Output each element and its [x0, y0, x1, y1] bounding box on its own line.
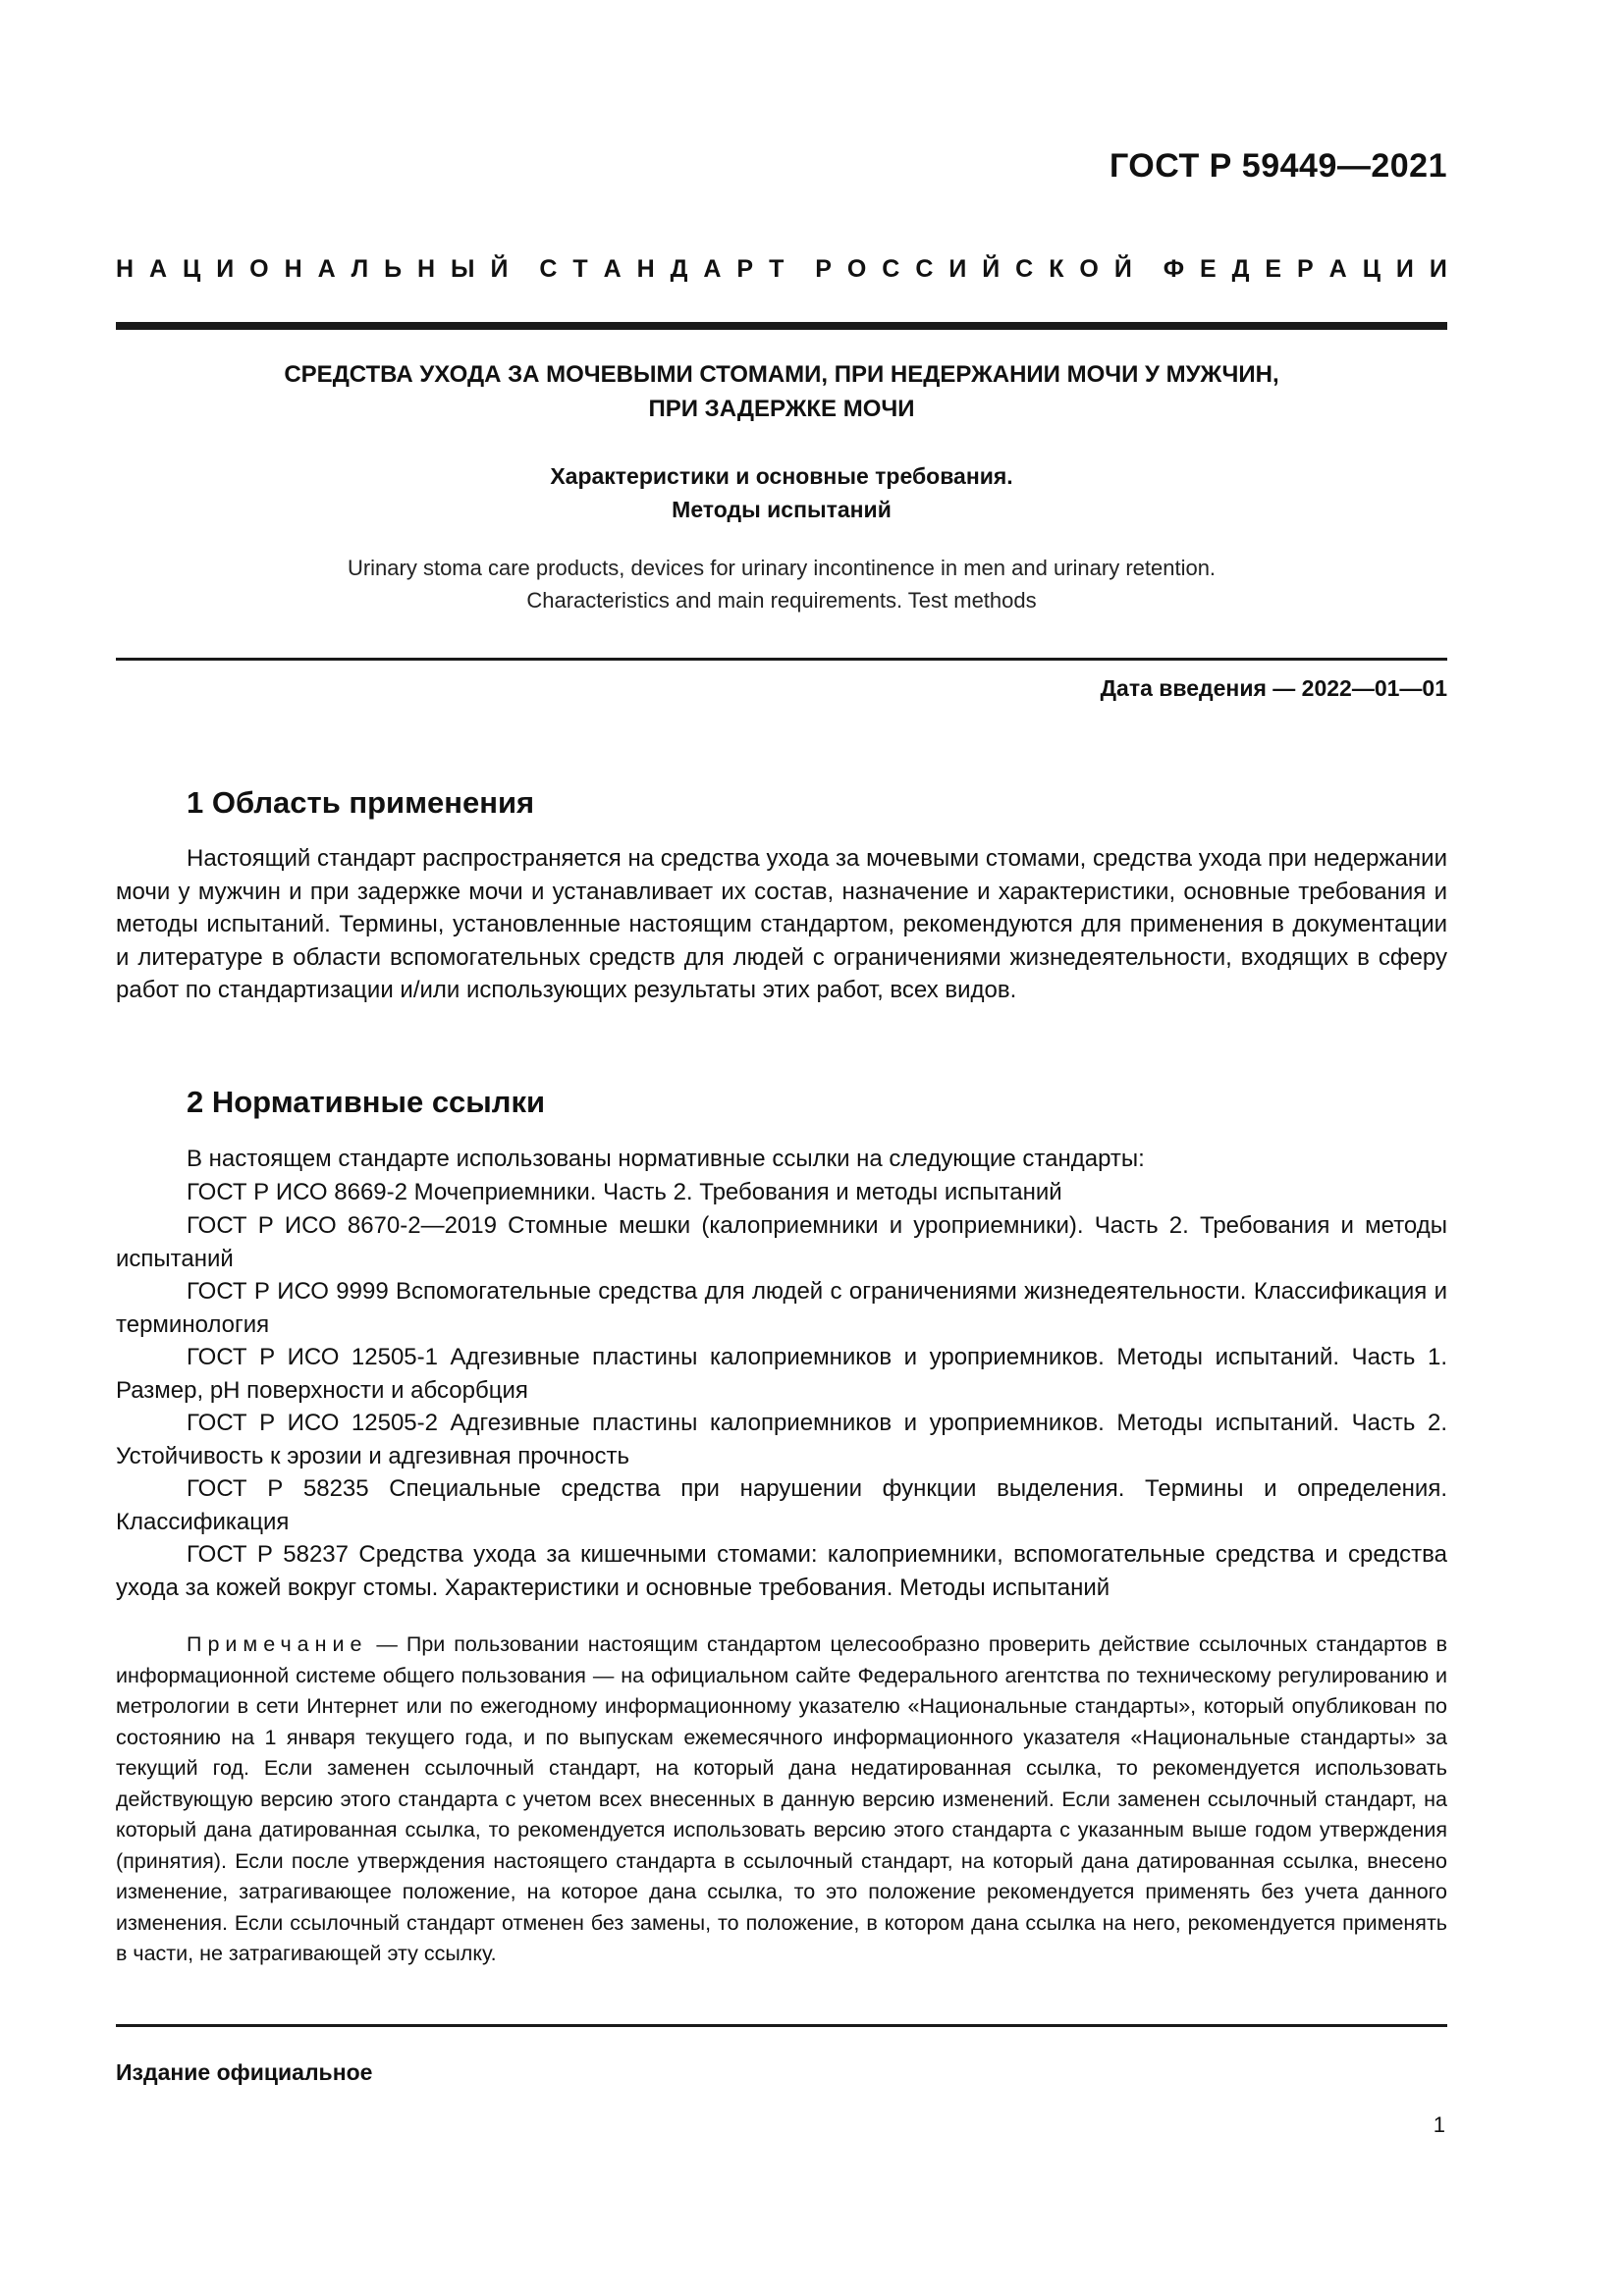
banner-letter: С	[539, 255, 558, 283]
banner-letter: Й	[490, 255, 509, 283]
english-title-line-1: Urinary stoma care products, devices for urinary incontinence in men and urinary retention.	[347, 556, 1217, 580]
banner-letter: Н	[417, 255, 436, 283]
banner-letter: Ы	[451, 255, 475, 283]
banner-letter: О	[1079, 255, 1099, 283]
banner-letter: А	[1328, 255, 1347, 283]
reference-item: ГОСТ Р 58237 Средства ухода за кишечными стомами: калоприемники, вспомогательные средства и средства ухода за кожей вокруг стомы. Характеристики и основные требования. Методы испытаний	[116, 1541, 1447, 1601]
references-note	[116, 1629, 1447, 1970]
banner-letter: О	[846, 255, 867, 283]
english-title	[116, 552, 1447, 616]
banner-letter: Р	[815, 255, 832, 283]
subtitle-line-1: Характеристики и основные требования.	[550, 463, 1013, 489]
banner-letter: Т	[769, 255, 785, 283]
english-title-line-2: Characteristics and main requirements. Test methods	[526, 588, 1037, 613]
banner-letter: Й	[1113, 255, 1132, 283]
banner-letter: О	[249, 255, 269, 283]
banner-letter: К	[1049, 255, 1064, 283]
section-1-paragraph: Настоящий стандарт распространяется на средства ухода за мочевыми стомами, средства ухода при недержании мочи у мужчин и при задержке мочи и устанавливает их состав, назначение и характеристики, основные требования и методы испытаний. Термины, установленные настоящим стандартом, рекомендуются для применения в документации и литературе в области вспомогательных средств для людей с ограничениями жизнедеятельности, входящих в сферу работ по стандартизации и/или использующих результаты этих работ, всех видов.	[116, 845, 1447, 1003]
title-line-1: СРЕДСТВА УХОДА ЗА МОЧЕВЫМИ СТОМАМИ, ПРИ НЕДЕРЖАНИИ МОЧИ У МУЖЧИН,	[284, 361, 1279, 388]
banner-letter: А	[603, 255, 622, 283]
banner-letter: Т	[572, 255, 588, 283]
document-code: ГОСТ Р 59449—2021	[1109, 147, 1447, 185]
banner-letter: А	[703, 255, 722, 283]
banner-letter: Ф	[1163, 255, 1185, 283]
banner-letter: Й	[982, 255, 1001, 283]
banner-letter: Ц	[1362, 255, 1380, 283]
banner-letter: И	[216, 255, 235, 283]
reference-item: ГОСТ Р ИСО 12505-2 Адгезивные пластины калоприемников и уроприемников. Методы испытаний. Часть 2. Устойчивость к эрозии и адгезивная прочность	[116, 1410, 1447, 1469]
national-standard-banner	[116, 255, 1447, 284]
banner-letter: А	[317, 255, 336, 283]
reference-item: ГОСТ Р ИСО 8669-2 Мочеприемники. Часть 2. Требования и методы испытаний	[187, 1179, 1062, 1205]
footer-divider	[116, 2024, 1447, 2027]
banner-letter: И	[1395, 255, 1414, 283]
note-text: — При пользовании настоящим стандартом целесообразно проверить действие ссылочных стандартов в информационной системе общего пользования — на официальном сайте Федерального агентства по техническому регулированию и метрологии в сети Интернет или по ежегодному информационному указателю «Национальные стандарты», который опубликован по состоянию на 1 января текущего года, и по выпускам ежемесячного информационного указателя «Национальные стандарты» за текущий год. Если заменен ссылочный стандарт, на который дана недатированная ссылка, то рекомендуется использовать действующую версию этого стандарта с учетом всех внесенных в данную версию изменений. Если заменен ссылочный стандарт, на который дана датированная ссылка, то рекомендуется использовать версию этого стандарта с указанным выше годом утверждения (принятия). Если после утверждения настоящего стандарта в ссылочный стандарт, на который дана датированная ссылка, внесено изменение, затрагивающее положение, на которое дана ссылка, то это положение рекомендуется применять без учета данного изменения. Если ссылочный стандарт отменен без замены, то положение, в котором дана ссылка на него, рекомендуется применять в части, не затрагивающей эту ссылку.	[116, 1632, 1447, 1965]
banner-letter: Ц	[183, 255, 201, 283]
section-1-heading: 1 Область применения	[187, 785, 535, 820]
banner-letter: Н	[284, 255, 302, 283]
page-number: 1	[1433, 2112, 1445, 2137]
banner-letter: Е	[1199, 255, 1217, 283]
section-2-heading: 2 Нормативные ссылки	[187, 1085, 546, 1119]
banner-letter: Л	[351, 255, 369, 283]
banner-letter: А	[149, 255, 168, 283]
banner-letter: С	[915, 255, 934, 283]
header-divider-thick	[116, 322, 1447, 330]
banner-letter: Р	[1297, 255, 1314, 283]
section-2-intro: В настоящем стандарте использованы нормативные ссылки на следующие стандарты:	[187, 1146, 1145, 1172]
introduction-date: Дата введения — 2022—01—01	[1100, 675, 1447, 701]
reference-item: ГОСТ Р ИСО 8670-2—2019 Стомные мешки (калоприемники и уроприемники). Часть 2. Требования и методы испытаний	[116, 1212, 1447, 1272]
reference-item: ГОСТ Р 58235 Специальные средства при нарушении функции выделения. Термины и определения. Классификация	[116, 1475, 1447, 1535]
banner-letter: Ь	[384, 255, 403, 283]
banner-letter: С	[882, 255, 900, 283]
document-subtitle	[116, 459, 1447, 526]
banner-letter: Н	[116, 255, 135, 283]
title-divider	[116, 658, 1447, 661]
reference-item: ГОСТ Р ИСО 9999 Вспомогательные средства для людей с ограничениями жизнедеятельности. Классификация и терминология	[116, 1278, 1447, 1338]
subtitle-line-2: Методы испытаний	[672, 497, 892, 522]
reference-item: ГОСТ Р ИСО 12505-1 Адгезивные пластины калоприемников и уроприемников. Методы испытаний. Часть 1. Размер, pH поверхности и абсорбция	[116, 1344, 1447, 1404]
banner-letter: Д	[670, 255, 688, 283]
banner-letter: И	[948, 255, 967, 283]
banner-letter: Е	[1265, 255, 1282, 283]
title-line-2: ПРИ ЗАДЕРЖКЕ МОЧИ	[648, 396, 915, 422]
banner-letter: С	[1015, 255, 1034, 283]
edition-label: Издание официальное	[116, 2059, 373, 2085]
banner-letter: Д	[1231, 255, 1250, 283]
banner-letter: И	[1429, 255, 1447, 283]
banner-letter: Н	[636, 255, 655, 283]
banner-letter: Р	[736, 255, 754, 283]
document-title	[116, 357, 1447, 426]
note-label: Примечание	[187, 1632, 368, 1656]
